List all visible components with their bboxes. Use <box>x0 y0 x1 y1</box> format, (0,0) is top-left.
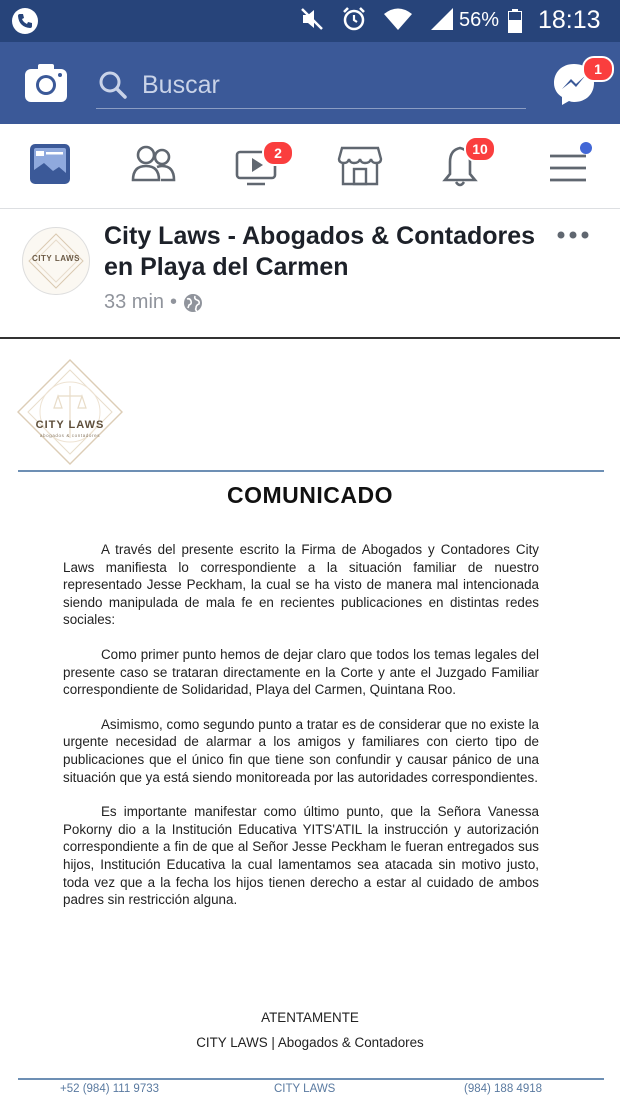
logo-subtext: abogados & contadores <box>39 433 101 438</box>
search-input[interactable] <box>140 66 524 104</box>
post-meta <box>104 291 203 314</box>
marketplace-icon <box>337 142 383 188</box>
battery-percent: 56% <box>459 9 500 31</box>
paragraph-3: Asimismo, como segundo punto a tratar es de considerar que no existe la urgente necesidad de alarmar a los amigos y familiares con cierto tipo de publicaciones que el único fin que tiene son confundir y causar pánico de una situación que ya está siendo monitoreada por las autoridades correspondientes. <box>63 716 539 785</box>
mute-icon <box>299 6 325 37</box>
header-divider <box>18 470 604 472</box>
tab-bar <box>0 124 620 209</box>
paragraph-2: Como primer punto hemos de dejar claro que todos los temas legales del presente caso se trataran directamente en la Corte y ante el Juzgado Familiar correspondiente de Solidaridad, Playa del Carmen, Quintana Roo. <box>63 646 539 698</box>
tab-marketplace[interactable] <box>337 142 387 192</box>
document-signature: CITY LAWS | Abogados & Contadores <box>196 1035 424 1050</box>
document-logo <box>14 356 126 468</box>
tab-menu[interactable] <box>546 142 596 192</box>
messenger-badge: 1 <box>582 56 614 82</box>
messenger-button[interactable] <box>552 61 602 108</box>
city-laws-logo-icon <box>14 356 126 468</box>
tab-friends[interactable] <box>131 142 181 192</box>
hamburger-menu-icon <box>546 142 592 188</box>
news-feed-icon <box>28 142 72 186</box>
status-bar <box>0 0 620 42</box>
notifications-badge: 10 <box>464 136 496 162</box>
paragraph-4: Es importante manifestar como último punto, que la Señora Vanessa Pokorny dio a la Institución Educativa YITS'ATIL la instrucción y autorización correspondiente a fin de que al Señor Jesse Peckham le fueran entregados sus hijos, Institución Educativa la cual lamentamos sea atacada sin motivo justo, toda vez que a la fecha los hijos tienen derecho a estar al cuidado de ambos padres sin restricción alguna. <box>63 804 539 908</box>
more-dots-icon <box>556 230 590 240</box>
tab-watch[interactable] <box>234 142 284 192</box>
search-icon <box>98 70 128 100</box>
tab-news-feed[interactable] <box>28 142 78 192</box>
public-globe-icon <box>183 293 203 313</box>
battery-icon <box>508 9 522 33</box>
avatar-brand-text: CITY LAWS <box>32 254 80 263</box>
search-box[interactable] <box>96 64 526 109</box>
tab-notifications[interactable] <box>440 142 490 192</box>
watch-badge: 2 <box>262 140 294 166</box>
document-closing: ATENTAMENTE <box>261 1010 359 1025</box>
app-header <box>0 42 620 124</box>
post-time[interactable]: 33 min <box>104 291 165 313</box>
post-header <box>0 209 620 339</box>
footer-phone-right: (984) 188 4918 <box>464 1083 543 1095</box>
post-image-document[interactable] <box>0 340 620 1102</box>
meta-separator: • <box>170 291 178 313</box>
phone-call-icon <box>12 8 38 34</box>
document-body <box>63 541 539 926</box>
clock: 18:13 <box>538 6 601 34</box>
footer-phone-left: +52 (984) 111 9733 <box>60 1083 160 1095</box>
friends-icon <box>131 142 177 186</box>
camera-icon <box>24 63 68 103</box>
page-name-link[interactable]: City Laws - Abogados & Contadores en Playa del Carmen <box>104 222 536 281</box>
page-avatar[interactable] <box>22 227 90 295</box>
footer-divider <box>18 1078 604 1080</box>
camera-button[interactable] <box>24 63 68 103</box>
logo-brand-text: CITY LAWS <box>35 419 105 431</box>
footer-brand: CITY LAWS <box>274 1083 336 1095</box>
document-title: COMUNICADO <box>227 482 393 508</box>
wifi-icon <box>383 7 413 36</box>
paragraph-1: A través del presente escrito la Firma de Abogados y Contadores City Laws manifiesta lo correspondiente a la situación familiar de nuestro representado Jesse Peckham, la cual se ha visto de manera mal intencionada siendo manipulada de mala fe en recientes publicaciones en distintas redes sociales: <box>63 542 539 628</box>
alarm-icon <box>341 6 367 37</box>
more-options-button[interactable] <box>556 223 592 239</box>
signal-icon <box>429 7 455 36</box>
